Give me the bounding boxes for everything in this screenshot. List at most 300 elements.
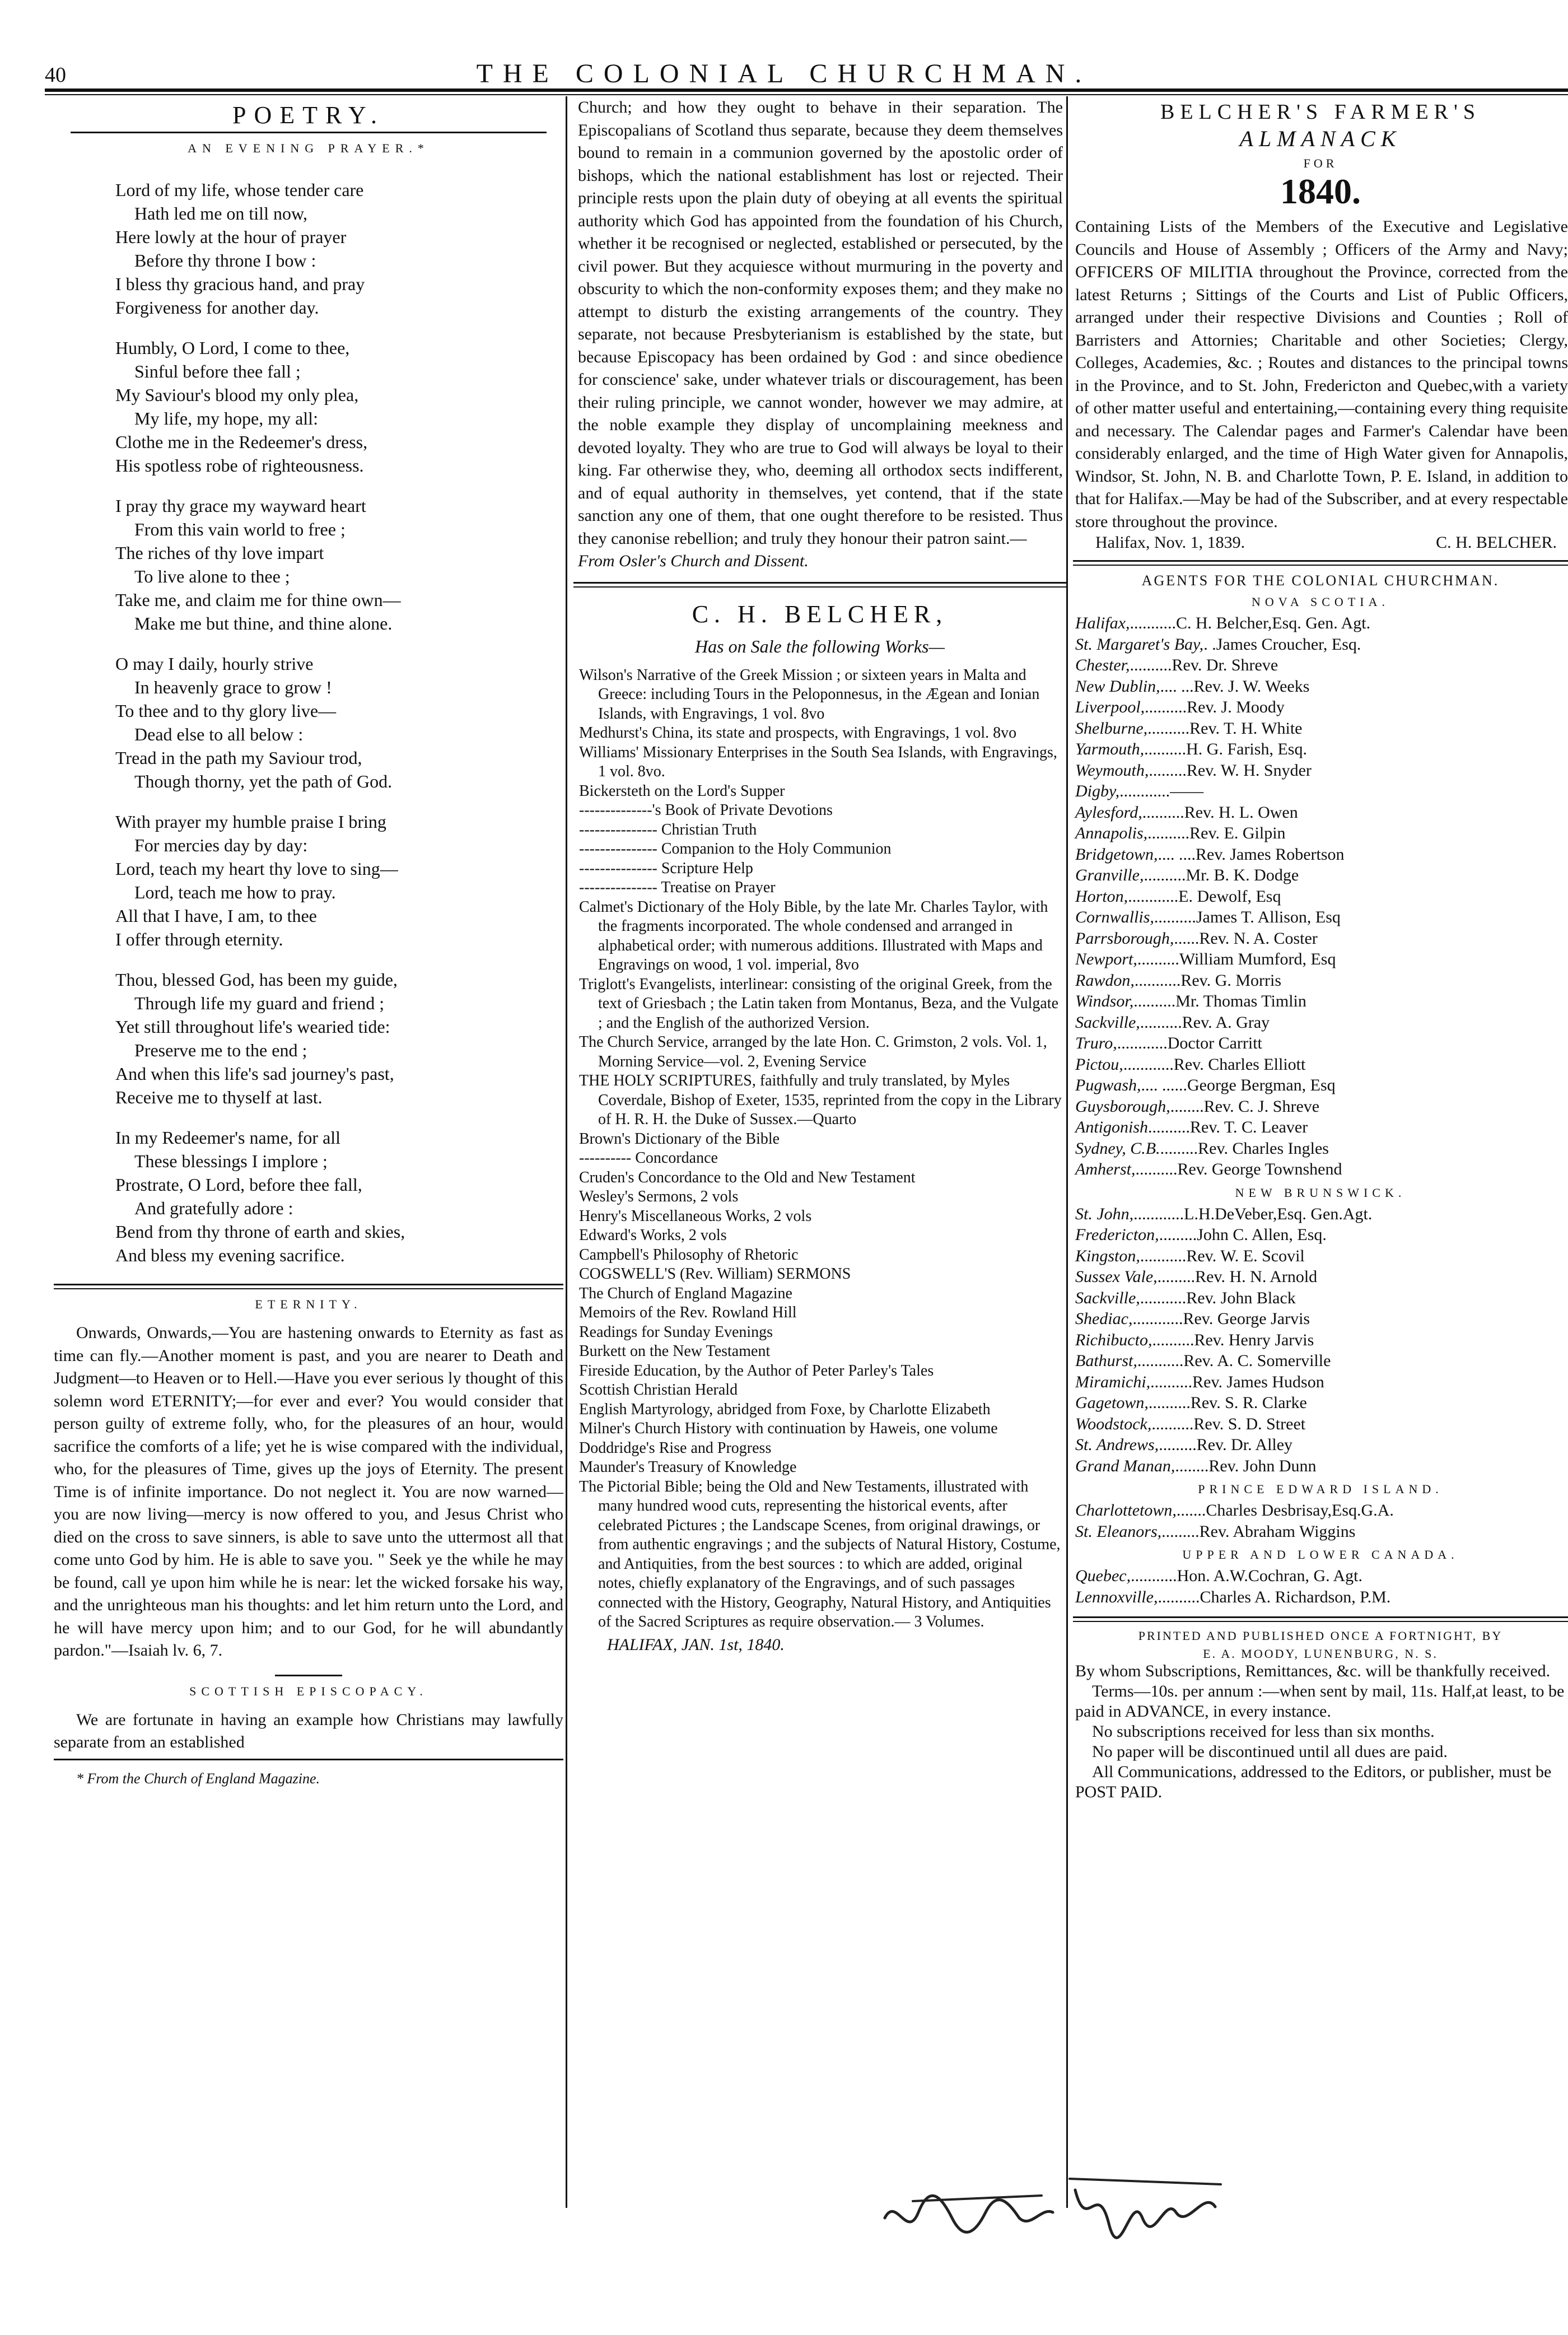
- agent-row: [1073, 1350, 1568, 1372]
- agent-place: Horton,: [1075, 887, 1128, 906]
- poem-line: Before thy throne I bow :: [134, 250, 316, 271]
- terms-line: All Communications, addressed to the Editors, or publisher, must be POST PAID.: [1075, 1763, 1552, 1801]
- agent-row: [1073, 844, 1568, 865]
- poem-stanza: [115, 178, 563, 319]
- agent-leader-dots: ..........: [1148, 1118, 1191, 1136]
- agent-row: [1073, 907, 1568, 928]
- agent-row: [1073, 1204, 1568, 1225]
- almanack-title: BELCHER'S FARMER'S: [1160, 100, 1481, 124]
- agent-leader-dots: ..........: [1137, 950, 1179, 968]
- agent-place: St. John,: [1075, 1204, 1134, 1223]
- book-entry: ---------- Concordance: [579, 1149, 718, 1167]
- book-entry: The Church Service, arranged by the late Hon. C. Grimston, 2 vols. Vol. 1, Morning Service—vol. 2, Evening Service: [579, 1033, 1047, 1070]
- footnote-rule: [54, 1759, 563, 1760]
- agent-name: Rev. John Black: [1186, 1288, 1296, 1307]
- agent-row: [1073, 781, 1568, 802]
- poem-stanza: [115, 652, 563, 793]
- agent-row: [1073, 760, 1568, 781]
- agent-place: Amherst,: [1075, 1160, 1136, 1178]
- agent-leader-dots: .........: [1160, 1139, 1198, 1158]
- book-entry: THE HOLY SCRIPTURES, faithfully and truly translated, by Myles Coverdale, Bishop of Exeter, 1535, reprinted from the copy in the Library of H. R. H. the Duke of Sussex.—Quarto: [579, 1072, 1062, 1128]
- agent-name: Rev. H. L. Owen: [1184, 803, 1298, 822]
- almanack-for: FOR: [1303, 156, 1338, 170]
- book-list-date: HALIFAX, JAN. 1st, 1840.: [607, 1635, 785, 1654]
- agent-place: Newport,: [1075, 950, 1137, 968]
- agent-name: Rev. Henry Jarvis: [1194, 1330, 1314, 1349]
- agent-row: [1073, 718, 1568, 739]
- agent-place: Sackville,: [1075, 1013, 1140, 1032]
- agent-leader-dots: ...........: [1140, 1288, 1187, 1307]
- page-number: 40: [45, 63, 66, 87]
- agent-name: Rev. Dr. Shreve: [1172, 656, 1278, 674]
- book-entry: Cruden's Concordance to the Old and New Testament: [579, 1168, 916, 1186]
- eternity-article: Onwards, Onwards,—You are hastening onwards to Eternity as fast as time can fly.—Another moment is past, and you are nearer to Death and Judgment—to Heaven or to Hell.—Have you ever serious ly thought of this solemn word ETERNITY;—for ever and ever? You would consider that person guilty of extreme folly, who, for the pleasures of an hour, would sacrifice the comforts of a life; yet he is wise compared with the individual, who, for the pleasures of Time, gives up the joys of Eternity. The present Time is of infinite importance. Do not neglect it. You are now warned—you are now living—mercy is now offered to you, and Jesus Christ who died on the cross to save sinners, is able to save unto the uttermost all that come unto God by him. He is able to save you. " Seek ye the while he may be found, call ye upon him while he is near: let the wicked forsake his way, and the unrighteous man his thoughts: and let him return unto the Lord, and he will have mercy upon him; and to our God, for he will abundantly pardon."—Isaiah lv. 6, 7.: [54, 1323, 563, 1660]
- printed-line: PRINTED AND PUBLISHED ONCE A FORTNIGHT, BY: [1138, 1629, 1503, 1643]
- agent-row: [1073, 1246, 1568, 1267]
- agent-row: [1073, 928, 1568, 949]
- book-entry: Brown's Dictionary of the Bible: [579, 1130, 780, 1148]
- poem-line: To live alone to thee ;: [134, 566, 290, 586]
- poem-line: Bend from thy throne of earth and skies,: [115, 1222, 405, 1242]
- book-entry: Milner's Church History with continuation by Haweis, one volume: [579, 1420, 998, 1437]
- agent-leader-dots: ...........: [1130, 614, 1176, 632]
- agent-name: William Mumford, Esq: [1179, 950, 1336, 968]
- poem-stanza: [115, 968, 563, 1109]
- agent-leader-dots: ............: [1117, 1034, 1168, 1052]
- book-entry: --------------- Scripture Help: [579, 859, 753, 877]
- agent-leader-dots: .........: [1161, 1522, 1200, 1541]
- agent-leader-dots: .......: [1176, 1501, 1206, 1520]
- poem-line: Lord, teach my heart thy love to sing—: [115, 859, 398, 879]
- poem-line: With prayer my humble praise I bring: [115, 812, 386, 832]
- poem-line: Thou, blessed God, has been my guide,: [115, 970, 398, 990]
- subscription-terms: [1073, 1661, 1568, 1802]
- masthead-rule: [45, 88, 1568, 92]
- agent-name: Rev. George Jarvis: [1183, 1309, 1310, 1328]
- agent-place: Bathurst,: [1075, 1351, 1137, 1370]
- agent-place: Annapolis,: [1075, 824, 1148, 842]
- agent-name: James T. Allison, Esq: [1196, 908, 1341, 926]
- agent-leader-dots: .........: [1159, 1225, 1197, 1244]
- agent-name: Rev. C. J. Shreve: [1203, 1097, 1320, 1116]
- section-rule: [1073, 560, 1568, 566]
- agent-leader-dots: . .: [1203, 635, 1216, 654]
- agent-place: Grand Manan,: [1075, 1456, 1175, 1475]
- agent-name: Mr. B. K. Dodge: [1186, 866, 1299, 884]
- bookseller-subtitle: Has on Sale the following Works—: [695, 636, 945, 656]
- agent-name: Rev. Dr. Alley: [1196, 1436, 1293, 1454]
- agent-place: Granville,: [1075, 866, 1144, 884]
- agent-place: Aylesford,: [1075, 803, 1142, 822]
- agent-leader-dots: ............: [1133, 1204, 1184, 1223]
- poem-line: Take me, and claim me for thine own—: [115, 590, 401, 610]
- agent-name: C. H. Belcher,Esq. Gen. Agt.: [1176, 614, 1371, 632]
- agent-name: Hon. A.W.Cochran, G. Agt.: [1177, 1567, 1363, 1585]
- agent-row: [1073, 1565, 1568, 1587]
- book-entry: Campbell's Philosophy of Rhetoric: [579, 1246, 799, 1264]
- agent-row: [1073, 1054, 1568, 1075]
- book-entry: --------------'s Book of Private Devotions: [579, 801, 833, 819]
- agent-leader-dots: ..........: [1145, 698, 1187, 716]
- poem-line: And gratefully adore :: [134, 1198, 293, 1218]
- poem-line: I pray thy grace my wayward heart: [115, 496, 366, 516]
- agent-place: Pugwash,: [1075, 1076, 1141, 1094]
- agent-place: Woodstock,: [1075, 1414, 1152, 1433]
- agent-place: St. Margaret's Bay,: [1075, 635, 1204, 654]
- agent-place: Sackville,: [1075, 1288, 1140, 1307]
- region-heading: UPPER AND LOWER CANADA.: [1182, 1548, 1459, 1562]
- agent-row: [1073, 1288, 1568, 1309]
- agent-row: [1073, 1587, 1568, 1608]
- agent-name: Rev. George Townshend: [1177, 1160, 1342, 1178]
- agents-heading: AGENTS FOR THE COLONIAL CHURCHMAN.: [1141, 572, 1500, 589]
- agent-leader-dots: .........: [1157, 1267, 1196, 1286]
- agent-name: Mr. Thomas Timlin: [1175, 992, 1306, 1010]
- bookseller-name: C. H. BELCHER,: [692, 600, 948, 628]
- column-divider-2: [1066, 96, 1068, 2208]
- agent-row: [1073, 991, 1568, 1012]
- agent-leader-dots: ............: [1119, 782, 1170, 800]
- agent-row: [1073, 1434, 1568, 1456]
- book-entry: Henry's Miscellaneous Works, 2 vols: [579, 1207, 812, 1225]
- agent-leader-dots: .........: [1149, 761, 1187, 780]
- poem-line: Prostrate, O Lord, before thee fall,: [115, 1175, 362, 1195]
- agent-leader-dots: .........: [1159, 1436, 1197, 1454]
- agent-name: Rev. G. Morris: [1180, 971, 1282, 990]
- section-rule: [54, 1284, 563, 1289]
- poem-line: Lord of my life, whose tender care: [115, 180, 364, 200]
- agent-name: Rev. J. W. Weeks: [1193, 677, 1310, 696]
- column-left: [54, 96, 563, 1787]
- agent-row: [1073, 970, 1568, 991]
- book-entry: English Martyrology, abridged from Foxe, by Charlotte Elizabeth: [579, 1400, 991, 1418]
- book-entry: --------------- Christian Truth: [579, 821, 757, 838]
- agent-place: New Dublin,: [1075, 677, 1160, 696]
- almanack-description: Containing Lists of the Members of the Executive and Legislative Councils and House of Assembly ; Officers of the Army and Navy; OFFICERS OF MILITIA throughout the Province, corrected from the latest Returns ; Sittings of the Courts and List of Public Officers, arranged under their respective Divisions and Counties ; Roll of Barristers and Attornies; Charitable and other Societies; Clergy, Colleges, Academies, &c. ; Routes and distances to the principal towns in the Province, and to St. John, Fredericton and Quebec,with a variety of other matter useful and entertaining,—containing every thing requisite and necessary. The Calendar pages and Farmer's Calendar have been considerably enlarged, and the time of High Water given for Annapolis, Windsor, St. John, N. B. and Charlotte Town, P. E. Island, in addition to that for Halifax.—May be had of the Subscriber, and at every respectable store throughout the province.: [1075, 217, 1568, 531]
- agent-row: [1073, 1117, 1568, 1138]
- agent-place: Yarmouth,: [1075, 740, 1145, 758]
- agent-row: [1073, 1414, 1568, 1435]
- agent-name: Doctor Carritt: [1167, 1034, 1262, 1052]
- agent-name: E. Dewolf, Esq: [1178, 887, 1281, 906]
- agent-leader-dots: ............: [1128, 887, 1179, 906]
- agent-leader-dots: ............: [1123, 1055, 1174, 1074]
- agent-leader-dots: ..........: [1135, 1160, 1178, 1178]
- agent-leader-dots: ..........: [1140, 1013, 1182, 1032]
- article-source: From Osler's Church and Dissent.: [578, 552, 809, 570]
- agent-place: Gagetown,: [1075, 1393, 1149, 1412]
- poem-line: Though thorny, yet the path of God.: [134, 771, 393, 791]
- poem-line: Yet still throughout life's wearied tide:: [115, 1017, 390, 1037]
- poem-line: The riches of thy love impart: [115, 543, 324, 563]
- book-entry: Scottish Christian Herald: [579, 1381, 738, 1399]
- poem-line: Here lowly at the hour of prayer: [115, 227, 347, 247]
- agent-row: [1073, 1096, 1568, 1117]
- poem-line: To thee and to thy glory live—: [115, 701, 337, 721]
- book-entry: Maunder's Treasury of Knowledge: [579, 1458, 797, 1476]
- masthead-rule-inner: [45, 94, 1568, 95]
- agent-place: Miramichi,: [1075, 1372, 1151, 1391]
- agent-name: ——: [1170, 782, 1204, 800]
- agent-name: Rev. Abraham Wiggins: [1199, 1522, 1356, 1541]
- agent-place: Bridgetown,: [1075, 845, 1158, 864]
- book-entry: COGSWELL'S (Rev. William) SERMONS: [579, 1265, 851, 1283]
- scottish-article: We are fortunate in having an example how Christians may lawfully separate from an established: [54, 1710, 563, 1751]
- agent-row: [1073, 1372, 1568, 1393]
- almanack-signature: [1073, 533, 1568, 552]
- agent-place: Sydney, C.B.: [1075, 1139, 1160, 1158]
- poem-line: Forgiveness for another day.: [115, 297, 319, 318]
- agent-row: [1073, 1075, 1568, 1096]
- almanack-signer: C. H. BELCHER.: [1436, 533, 1557, 552]
- agent-row: [1073, 1224, 1568, 1246]
- agent-place: Charlottetown,: [1075, 1501, 1177, 1520]
- book-entry: Burkett on the New Testament: [579, 1343, 771, 1360]
- region-heading: PRINCE EDWARD ISLAND.: [1198, 1482, 1443, 1496]
- agent-row: [1073, 655, 1568, 676]
- region-heading: NEW BRUNSWICK.: [1235, 1185, 1406, 1200]
- poem-line: From this vain world to free ;: [134, 519, 346, 539]
- agent-row: [1073, 634, 1568, 655]
- agent-place: Windsor,: [1075, 992, 1134, 1010]
- poem-line: O may I daily, hourly strive: [115, 654, 314, 674]
- agent-row: [1073, 1266, 1568, 1288]
- agent-place: St. Andrews,: [1075, 1436, 1159, 1454]
- agent-row: [1073, 1033, 1568, 1054]
- agent-row: [1073, 865, 1568, 886]
- agent-leader-dots: ...........: [1137, 1351, 1184, 1370]
- agent-name: George Bergman, Esq: [1187, 1076, 1336, 1094]
- region-heading: NOVA SCOTIA.: [1252, 595, 1389, 609]
- agent-row: [1073, 1330, 1568, 1351]
- agent-row: [1073, 823, 1568, 844]
- almanack-date: Halifax, Nov. 1, 1839.: [1095, 533, 1245, 552]
- agent-name: Charles A. Richardson, P.M.: [1200, 1587, 1391, 1606]
- agent-row: [1073, 739, 1568, 760]
- scottish-article-continued: Church; and how they ought to behave in their separation. The Episcopalians of Scotland thus separate, because they deem themselves bound to remain in a communion governed by the apostolic order of bishops, which the national establishment has lost or rejected. Their principle rests upon the plain duty of obeying at all events the spiritual authority which God has appointed from the foundation of his Church, whether it be recognised or neglected, established or persecuted, by the civil power. But they acquiesce without murmuring in the poverty and obscurity to which the non-conformity exposes them; and they make no attempt to disturb the existing arrangements of the country. They separate, not because Presbyterianism is established by the state, but because Episcopacy has been ordained by God : and since obedience for conscience' sake, under whatever trials or discouragement, has been their ruling principle, we cannot wonder, however we may admire, at the noble example they display of uncomplaining meekness and devoted loyalty. They who are true to God will always be loyal to their king. Far otherwise they, who, deeming all orthodox sects indifferent, and of equal authority in themselves, yet contend, that if the state sanction any one of them, that one ought therefore to be resisted. Thus they canonise rebellion; and truly they honour their patron saint.—: [578, 98, 1063, 548]
- agent-row: [1073, 1456, 1568, 1477]
- agent-leader-dots: .... ......: [1141, 1076, 1188, 1094]
- agent-row: [1073, 676, 1568, 697]
- agent-name: H. G. Farish, Esq.: [1186, 740, 1307, 758]
- agent-place: Antigonish: [1075, 1118, 1149, 1136]
- poem-line: And bless my evening sacrifice.: [115, 1245, 345, 1265]
- poem-line: Clothe me in the Redeemer's dress,: [115, 432, 368, 452]
- book-entry: Readings for Sunday Evenings: [579, 1323, 773, 1341]
- agent-leader-dots: ..........: [1151, 1414, 1194, 1433]
- agent-leader-dots: ..........: [1154, 908, 1196, 926]
- agent-place: Fredericton,: [1075, 1225, 1159, 1244]
- poem-line: Receive me to thyself at last.: [115, 1087, 323, 1107]
- poem-line: I offer through eternity.: [115, 929, 283, 949]
- poem-stanza: [115, 494, 563, 635]
- agent-name: Rev. A. C. Somerville: [1183, 1351, 1331, 1370]
- agent-name: Rev. N. A. Coster: [1199, 929, 1318, 948]
- agent-leader-dots: ...........: [1140, 1246, 1187, 1265]
- book-entry: The Church of England Magazine: [579, 1284, 792, 1302]
- agent-place: Liverpool,: [1075, 698, 1145, 716]
- poetry-rule: [71, 132, 547, 133]
- terms-line: No paper will be discontinued until all dues are paid.: [1092, 1742, 1448, 1761]
- agent-row: [1073, 1392, 1568, 1414]
- agent-leader-dots: ..........: [1130, 656, 1172, 674]
- poem-line: And when this life's sad journey's past,: [115, 1064, 394, 1084]
- poem-line: Tread in the path my Saviour trod,: [115, 748, 362, 768]
- book-entry: --------------- Companion to the Holy Communion: [579, 840, 892, 857]
- agent-leader-dots: ........: [1175, 1456, 1209, 1475]
- agent-leader-dots: .... ...: [1160, 677, 1194, 696]
- agent-row: [1073, 1521, 1568, 1542]
- poem-line: In my Redeemer's name, for all: [115, 1127, 341, 1148]
- book-entry: Doddridge's Rise and Progress: [579, 1439, 772, 1457]
- book-entry: Williams' Missionary Enterprises in the South Sea Islands, with Engravings, 1 vol. 8vo.: [579, 743, 1057, 780]
- almanack-year: 1840.: [1280, 171, 1361, 211]
- poem-title: AN EVENING PRAYER.*: [188, 141, 430, 155]
- book-entry: --------------- Treatise on Prayer: [579, 879, 776, 896]
- agent-place: Pictou,: [1075, 1055, 1123, 1074]
- agent-name: Rev. Charles Ingles: [1198, 1139, 1329, 1158]
- poem-line: These blessings I implore ;: [134, 1151, 328, 1171]
- printer-line: E. A. MOODY, LUNENBURG, N. S.: [1203, 1647, 1438, 1661]
- agent-name: John C. Allen, Esq.: [1197, 1225, 1327, 1244]
- agent-place: Parrsborough,: [1075, 929, 1174, 948]
- agent-row: [1073, 802, 1568, 823]
- agent-row: [1073, 1308, 1568, 1330]
- agent-row: [1073, 1159, 1568, 1180]
- agent-leader-dots: ..........: [1152, 1330, 1194, 1349]
- terms-line: By whom Subscriptions, Remittances, &c. will be thankfully received.: [1075, 1662, 1551, 1680]
- poem: [115, 178, 563, 1267]
- poem-stanza: [115, 1126, 563, 1267]
- agent-row: [1073, 1500, 1568, 1521]
- agent-row: [1073, 949, 1568, 970]
- agent-name: Rev. James Hudson: [1192, 1372, 1324, 1391]
- poem-line: Dead else to all below :: [134, 724, 304, 744]
- poem-line: My Saviour's blood my only plea,: [115, 385, 359, 405]
- book-entry: Bickersteth on the Lord's Supper: [579, 782, 785, 800]
- agent-place: Truro,: [1075, 1034, 1117, 1052]
- poem-line: Sinful before thee fall ;: [134, 361, 301, 381]
- agent-place: Rawdon,: [1075, 971, 1135, 990]
- book-entry: Triglott's Evangelists, interlinear: consisting of the original Greek, from the text of Griesbach ; the Latin taken from Montanus, Beza, and the Vulgate ; and the English of the authorized Version.: [579, 975, 1058, 1032]
- agent-leader-dots: ..........: [1150, 1372, 1193, 1391]
- agent-row: [1073, 1138, 1568, 1159]
- agent-name: Rev. John Dunn: [1208, 1456, 1317, 1475]
- terms-line: No subscriptions received for less than six months.: [1092, 1722, 1435, 1741]
- poem-line: Hath led me on till now,: [134, 203, 307, 223]
- agent-place: Sussex Vale,: [1075, 1267, 1158, 1286]
- short-rule: [275, 1675, 342, 1676]
- book-entry: Calmet's Dictionary of the Holy Bible, by the late Mr. Charles Taylor, with the fragments incorporated. The whole condensed and arranged in alphabetical order; with numerous additions. Illustrated with Maps and Engravings on wood, 1 vol. imperial, 8vo: [579, 898, 1048, 973]
- agent-leader-dots: ..........: [1144, 740, 1187, 758]
- agent-leader-dots: ...........: [1131, 1567, 1177, 1585]
- scottish-heading: SCOTTISH EPISCOPACY.: [189, 1684, 428, 1698]
- poem-line: I bless thy gracious hand, and pray: [115, 274, 365, 294]
- agent-name: James Croucher, Esq.: [1216, 635, 1361, 654]
- book-entry: Wesley's Sermons, 2 vols: [579, 1188, 739, 1205]
- poem-line: In heavenly grace to grow !: [134, 677, 332, 697]
- poem-line: Make me but thine, and thine alone.: [134, 613, 393, 633]
- agent-place: Richibucto,: [1075, 1330, 1152, 1349]
- agent-name: L.H.DeVeber,Esq. Gen.Agt.: [1184, 1204, 1373, 1223]
- book-entry: Wilson's Narrative of the Greek Mission ; or sixteen years in Malta and Greece: including Tours in the Peloponnesus, in the Ægean and Ionian Islands, with Engravings, 1 vol. 8vo: [579, 666, 1040, 723]
- agent-place: Weymouth,: [1075, 761, 1149, 780]
- agent-name: Rev. H. N. Arnold: [1195, 1267, 1318, 1286]
- agent-place: Kingston,: [1075, 1246, 1140, 1265]
- agent-name: Rev. T. H. White: [1189, 719, 1303, 738]
- agent-leader-dots: ...........: [1134, 971, 1181, 990]
- poem-line: All that I have, I am, to thee: [115, 906, 317, 926]
- book-entry: Memoirs of the Rev. Rowland Hill: [579, 1304, 797, 1321]
- agent-place: Halifax,: [1075, 614, 1130, 632]
- agent-leader-dots: ..........: [1147, 824, 1190, 842]
- handwritten-signature: [874, 2156, 1232, 2246]
- agent-name: Rev. E. Gilpin: [1189, 824, 1286, 842]
- agent-leader-dots: ..........: [1142, 803, 1184, 822]
- agent-name: Rev. W. E. Scovil: [1186, 1246, 1305, 1265]
- agent-name: Rev. S. R. Clarke: [1190, 1393, 1307, 1412]
- masthead: THE COLONIAL CHURCHMAN.: [476, 59, 1092, 88]
- poetry-heading: POETRY.: [232, 101, 385, 129]
- book-entry: Fireside Education, by the Author of Peter Parley's Tales: [579, 1362, 934, 1379]
- agent-name: Rev. S. D. Street: [1193, 1414, 1306, 1433]
- column-divider-1: [566, 96, 567, 2208]
- agent-name: Rev. W. H. Snyder: [1186, 761, 1312, 780]
- agent-row: [1073, 886, 1568, 907]
- agent-leader-dots: ..........: [1144, 866, 1186, 884]
- footnote: * From the Church of England Magazine.: [76, 1770, 320, 1787]
- agent-leader-dots: ........: [1170, 1097, 1204, 1116]
- poem-line: Humbly, O Lord, I come to thee,: [115, 338, 350, 358]
- poem-line: For mercies day by day:: [134, 835, 308, 855]
- book-entry: Edward's Works, 2 vols: [579, 1227, 727, 1244]
- book-entry: Medhurst's China, its state and prospects, with Engravings, 1 vol. 8vo: [579, 724, 1017, 742]
- agent-place: Chester,: [1075, 656, 1130, 674]
- poem-stanza: [115, 810, 563, 951]
- section-rule: [573, 582, 1066, 588]
- eternity-heading: ETERNITY.: [255, 1297, 362, 1311]
- poem-stanza: [115, 336, 563, 477]
- poem-line: Through life my guard and friend ;: [134, 993, 385, 1013]
- agent-leader-dots: ............: [1132, 1309, 1183, 1328]
- agent-row: [1073, 613, 1568, 634]
- agent-row: [1073, 697, 1568, 718]
- agent-leader-dots: ..........: [1148, 1393, 1191, 1412]
- agent-place: Quebec,: [1075, 1567, 1131, 1585]
- agent-leader-dots: ..........: [1133, 992, 1176, 1010]
- column-right: [1073, 96, 1568, 1802]
- agent-place: Shelburne,: [1075, 719, 1148, 738]
- agent-place: St. Eleanors,: [1075, 1522, 1162, 1541]
- agent-name: Rev. James Robertson: [1196, 845, 1345, 864]
- agent-row: [1073, 1012, 1568, 1033]
- agent-place: Cornwallis,: [1075, 908, 1154, 926]
- agent-name: Rev. A. Gray: [1182, 1013, 1270, 1032]
- agent-leader-dots: ..........: [1158, 1587, 1200, 1606]
- agent-place: Digby,: [1075, 782, 1120, 800]
- agent-place: Lennoxville,: [1075, 1587, 1158, 1606]
- book-entry: The Pictorial Bible; being the Old and New Testaments, illustrated with many hundred wood cuts, representing the historical events, after celebrated Pictures ; the Landscape Scenes, from original drawings, or from authentic engravings ; and the subjects of Natural History, Costume, and Antiquities, from the best sources : to which are added, original notes, chiefly explanatory of the Engravings, and of such passages connected with the History, Geography, Natural History, and Antiquities of the Sacred Scriptures as require observation.— 3 Volumes.: [579, 1478, 1061, 1630]
- agent-leader-dots: ......: [1174, 929, 1200, 948]
- agent-name: Rev. J. Moody: [1187, 698, 1285, 716]
- agent-name: Charles Desbrisay,Esq.G.A.: [1206, 1501, 1394, 1520]
- agent-name: Rev. T. C. Leaver: [1190, 1118, 1308, 1136]
- book-list: [573, 666, 1066, 1632]
- almanack-subtitle: ALMANACK: [1239, 126, 1402, 151]
- terms-line: Terms—10s. per annum :—when sent by mail, 11s. Half,at least, to be paid in ADVANCE, in every instance.: [1075, 1682, 1565, 1721]
- column-middle: [573, 96, 1066, 1654]
- agent-place: Shediac,: [1075, 1309, 1133, 1328]
